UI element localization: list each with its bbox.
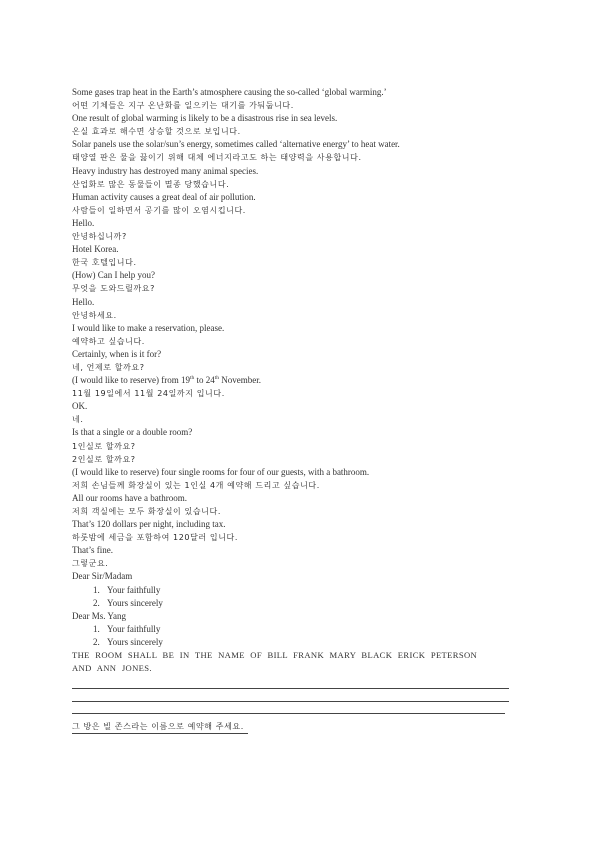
answer-blank-line — [72, 688, 509, 689]
list-item — [72, 584, 524, 597]
caps-sentence-line: AND ANN JONES. — [72, 662, 152, 673]
caps-sentence-line: THE ROOM SHALL BE IN THE NAME OF BILL FRANK MARY BLACK ERICK PETERSON — [72, 650, 478, 661]
list-item — [72, 636, 524, 649]
text-line-ko: 저희 손님들께 화장실이 있는 1인실 4개 예약해 드리고 싶습니다. — [72, 480, 320, 490]
text-line-ko: 산업화로 많은 동물들이 멸종 당했습니다. — [72, 179, 230, 189]
text-line-ko: 하룻밤에 세금을 포함하여 120달러 입니다. — [72, 533, 239, 543]
text-line-en: (I would like to reserve) four single rooms for four of our guests, with a bathroom. — [72, 466, 370, 477]
text-line-ko: 태양열 판은 물을 끓이기 위해 대체 에너지라고도 하는 태양력을 사용합니다. — [72, 153, 362, 163]
text-line-en: That’s 120 dollars per night, including tax. — [72, 519, 226, 530]
text-line-ko: 어떤 기체들은 지구 온난화를 일으키는 대기를 가둬둡니다. — [72, 101, 294, 111]
list-number: 2. — [93, 597, 100, 608]
ordinal-suffix: th — [214, 375, 220, 382]
text-line-ko: 예약하고 싶습니다. — [72, 336, 145, 346]
text-line-en: Certainly, when is it for? — [72, 348, 162, 359]
text-line-ko: 온실 효과로 해수면 상승할 것으로 보입니다. — [72, 127, 241, 137]
list-number: 1. — [93, 623, 100, 634]
answer-blank-line — [72, 713, 505, 714]
text-line-ko: 그렇군요. — [72, 559, 109, 569]
text-line-ko: 한국 호텔입니다. — [72, 258, 137, 268]
text-line-en: One result of global warming is likely to be a disastrous rise in sea levels. — [72, 113, 338, 124]
text-line-ko: 2인실로 할까요? — [72, 454, 136, 464]
document-body — [72, 86, 524, 734]
text-line-en: Human activity causes a great deal of air pollution. — [72, 191, 256, 202]
list-item-text: Yours sincerely — [107, 636, 163, 647]
reserve-prefix: (I would like to reserve) from 19 — [72, 375, 190, 386]
ordinal-suffix: th — [189, 375, 195, 382]
list-number: 1. — [93, 584, 100, 595]
text-line-en: I would like to make a reservation, please. — [72, 322, 225, 333]
list-number: 2. — [93, 636, 100, 647]
list-item-text: Your faithfully — [107, 584, 161, 595]
text-line-ko: 네. — [72, 415, 84, 425]
text-line-en: That’s fine. — [72, 545, 113, 556]
text-line-ko: 저희 객실에는 모두 화장실이 있습니다. — [72, 507, 221, 516]
text-line-ko: 무엇을 도와드릴까요? — [72, 284, 155, 294]
text-line-en: Hello. — [72, 296, 95, 307]
text-line-ko: 1인실로 할까요? — [72, 441, 136, 451]
text-line-ko: 안녕하세요. — [72, 310, 117, 320]
text-line-en: Some gases trap heat in the Earth’s atmosphere causing the so-called ‘global warming.’ — [72, 87, 387, 97]
salutation: Dear Ms. Yang — [72, 610, 126, 621]
reserve-suffix: November. — [219, 375, 262, 386]
text-line-en: Solar panels use the solar/sun’s energy, sometimes called ‘alternative energy’ to heat water. — [72, 139, 400, 150]
text-line-ko: 네, 언제로 할까요? — [72, 362, 145, 372]
text-line-en: (How) Can I help you? — [72, 270, 155, 281]
text-line-ko: 사람들이 일하면서 공기를 많이 오염시킵니다. — [72, 205, 246, 215]
text-line-en: Is that a single or a double room? — [72, 427, 193, 438]
answer-blank-line — [72, 701, 509, 702]
text-line-en: Hotel Korea. — [72, 244, 119, 255]
text-line-en: All our rooms have a bathroom. — [72, 492, 187, 503]
reserve-middle: to 24 — [194, 375, 215, 386]
text-line-en: Hello. — [72, 217, 95, 228]
text-line-ko: 안녕하십니까? — [72, 232, 127, 242]
text-line-ko: 11월 19일에서 11월 24일까지 입니다. — [72, 389, 225, 399]
salutation: Dear Sir/Madam — [72, 571, 133, 582]
list-item-text: Your faithfully — [107, 623, 161, 634]
text-line-en: Heavy industry has destroyed many animal species. — [72, 165, 259, 176]
list-item-text: Yours sincerely — [107, 597, 163, 608]
reservation-dates-line — [72, 374, 524, 387]
list-item — [72, 597, 524, 610]
text-line-en: OK. — [72, 401, 88, 412]
underlined-translation: 그 방은 빌 존스라는 이름으로 예약해 주세요. — [72, 721, 248, 734]
list-item — [72, 623, 524, 636]
